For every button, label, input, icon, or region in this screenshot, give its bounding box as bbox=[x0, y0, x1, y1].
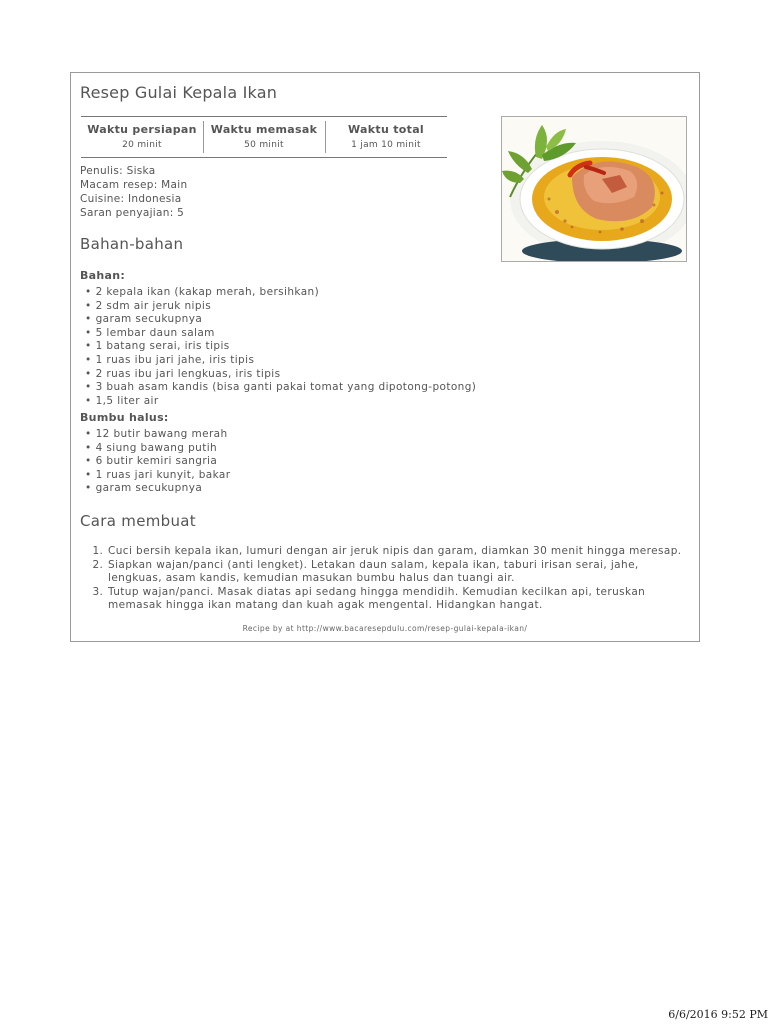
list-item: • 1 batang serai, iris tipis bbox=[80, 340, 476, 354]
cook-time-label: Waktu memasak bbox=[210, 123, 318, 136]
list-item: • garam secukupnya bbox=[80, 313, 476, 327]
list-item: • 12 butir bawang merah bbox=[80, 428, 231, 442]
recipe-cuisine: Cuisine: Indonesia bbox=[80, 193, 182, 205]
prep-time-value: 20 minit bbox=[122, 140, 162, 150]
total-time bbox=[325, 117, 447, 157]
ingredients-list bbox=[80, 286, 476, 408]
instructions-list bbox=[80, 545, 690, 613]
recipe-photo bbox=[501, 116, 687, 262]
recipe-card bbox=[70, 72, 700, 642]
list-item: • 1 ruas ibu jari jahe, iris tipis bbox=[80, 354, 476, 368]
prep-time-label: Waktu persiapan bbox=[87, 123, 197, 136]
total-time-value: 1 jam 10 minit bbox=[351, 140, 421, 150]
recipe-times-table bbox=[81, 116, 447, 158]
spice-paste-list bbox=[80, 428, 231, 496]
instructions-heading: Cara membuat bbox=[80, 512, 196, 530]
list-item: • 2 kepala ikan (kakap merah, bersihkan) bbox=[80, 286, 476, 300]
list-item: • 4 siung bawang putih bbox=[80, 442, 231, 456]
cook-time bbox=[203, 117, 325, 157]
list-item: • 2 ruas ibu jari lengkuas, iris tipis bbox=[80, 368, 476, 382]
recipe-author: Penulis: Siska bbox=[80, 165, 156, 177]
instruction-step: 3. Tutup wajan/panci. Masak diatas api sedang hingga mendidih. Kemudian kecilkan api, teruskan memasak hingga ikan matang dan kuah agak mengental. Hidangkan hangat. bbox=[107, 586, 690, 613]
list-item: • 1,5 liter air bbox=[80, 395, 476, 409]
total-time-label: Waktu total bbox=[348, 123, 424, 136]
spice-paste-title: Bumbu halus: bbox=[80, 411, 169, 424]
cook-time-value: 50 minit bbox=[244, 140, 284, 150]
list-item: • 6 butir kemiri sangria bbox=[80, 455, 231, 469]
instruction-step: 2. Siapkan wajan/panci (anti lengket). Letakan daun salam, kepala ikan, taburi irisan serai, jahe, lengkuas, asam kandis, kemudian masukan bumbu halus dan tuangi air. bbox=[107, 559, 690, 586]
list-item: • garam secukupnya bbox=[80, 482, 231, 496]
recipe-servings: Saran penyajian: 5 bbox=[80, 207, 185, 219]
recipe-type: Macam resep: Main bbox=[80, 179, 188, 191]
ingredients-heading: Bahan-bahan bbox=[80, 235, 184, 253]
recipe-source-link[interactable]: Recipe by at http://www.bacaresepdulu.com/resep-gulai-kepala-ikan/ bbox=[242, 624, 528, 633]
fish-curry-dish-image bbox=[502, 117, 686, 261]
prep-time bbox=[81, 117, 203, 157]
list-item: • 1 ruas jari kunyit, bakar bbox=[80, 469, 231, 483]
ingredients-group-title: Bahan: bbox=[80, 269, 126, 282]
list-item: • 3 buah asam kandis (bisa ganti pakai tomat yang dipotong-potong) bbox=[80, 381, 476, 395]
recipe-meta bbox=[80, 164, 187, 220]
recipe-title: Resep Gulai Kepala Ikan bbox=[80, 83, 278, 102]
instruction-step: 1. Cuci bersih kepala ikan, lumuri dengan air jeruk nipis dan garam, diamkan 30 menit hingga meresap. bbox=[107, 545, 690, 559]
list-item: • 5 lembar daun salam bbox=[80, 327, 476, 341]
print-timestamp: 6/6/2016 9:52 PM bbox=[668, 1008, 768, 1021]
list-item: • 2 sdm air jeruk nipis bbox=[80, 300, 476, 314]
